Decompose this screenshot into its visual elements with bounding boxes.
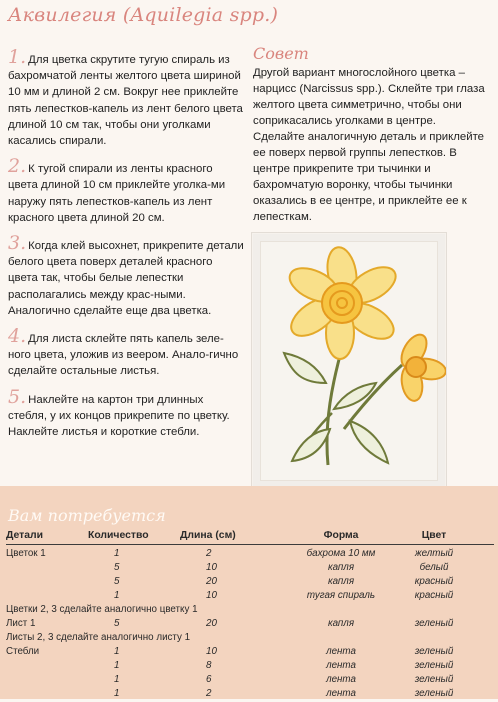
cell-shape: лента xyxy=(326,688,356,699)
advice-title: Совет xyxy=(253,44,309,63)
cell-color: красный xyxy=(414,576,454,587)
header-length: Длина (см) xyxy=(180,530,236,541)
header-color: Цвет xyxy=(421,530,447,541)
cell-quantity: 1 xyxy=(114,688,120,699)
cell-color: зеленый xyxy=(414,688,454,699)
table-row xyxy=(6,674,494,688)
advice-text: Другой вариант многослойного цветка – нарцисс (Narcissus spp.). Склейте три глаза желтого цвета симметрично, чтобы они соприкасались уголками в центре. Сделайте аналогичную деталь и приклейте ее поверх первой группы лепестков. В центре прикрепите три тычинки и бахромчатую воронку, чтобы тычинки оказались в ее центре, и приклейте ее к лепесткам. xyxy=(253,67,485,223)
step-2 xyxy=(8,155,244,226)
table-row xyxy=(6,632,494,646)
table-row xyxy=(6,562,494,576)
header-shape: Форма xyxy=(323,530,359,541)
cell-shape: лента xyxy=(326,646,356,657)
materials-panel xyxy=(0,486,498,699)
cell-length: 2 xyxy=(206,688,212,699)
step-text: Когда клей высохнет, прикрепите детали белого цвета поверх деталей красного цвета так, чтобы белые лепестки располагались между крас-ными. Аналогично сделайте еще два цветка. xyxy=(8,240,244,317)
cell-shape: лента xyxy=(326,674,356,685)
cell-part: Стебли xyxy=(6,646,40,657)
table-row xyxy=(6,618,494,632)
cell-quantity: 1 xyxy=(114,674,120,685)
cell-quantity: 1 xyxy=(114,590,120,601)
cell-color: зеленый xyxy=(414,674,454,685)
cell-quantity: 1 xyxy=(114,660,120,671)
cell-quantity: 5 xyxy=(114,618,120,629)
table-row xyxy=(6,660,494,674)
quilled-daffodil-illustration xyxy=(252,233,446,489)
step-number: 3. xyxy=(8,232,27,255)
cell-color: зеленый xyxy=(414,646,454,657)
cell-length: 6 xyxy=(206,674,212,685)
cell-length: 10 xyxy=(206,646,217,657)
step-number: 5. xyxy=(8,385,27,408)
step-text: Наклейте на картон три длинных стебля, у их концов прикрепите по цветку. Наклейте листья и короткие стебли. xyxy=(8,393,230,439)
cell-quantity: 1 xyxy=(114,646,120,657)
step-5 xyxy=(8,385,244,441)
cell-length: 10 xyxy=(206,590,217,601)
cell-length: 10 xyxy=(206,562,217,573)
step-number: 2. xyxy=(8,155,27,178)
table-row xyxy=(6,590,494,604)
table-row xyxy=(6,576,494,590)
step-4 xyxy=(8,325,244,380)
header-divider xyxy=(6,544,494,545)
table-row xyxy=(6,688,494,702)
table-header xyxy=(6,530,494,544)
cell-quantity: 5 xyxy=(114,576,120,587)
table-row xyxy=(6,646,494,660)
header-parts: Детали xyxy=(6,530,44,541)
cell-part: Цветок 1 xyxy=(6,548,46,559)
steps-list xyxy=(8,46,244,450)
step-text: Для цветка скрутите тугую спираль из бахромчатой ленты желтого цвета шириной 10 мм и длиной 2 см. Вокруг нее приклейте пять лепестков-капель из лент белого цвета длиной 10 см так, чтобы они уголками касались спирали. xyxy=(8,54,243,148)
cell-color: зеленый xyxy=(414,618,454,629)
cell-color: желтый xyxy=(414,548,454,559)
cell-part: Лист 1 xyxy=(6,618,36,629)
cell-quantity: 5 xyxy=(114,562,120,573)
cell-color: зеленый xyxy=(414,660,454,671)
cell-shape: бахрома 10 мм xyxy=(306,548,376,559)
table-row xyxy=(6,548,494,562)
step-1 xyxy=(8,46,244,149)
materials-table xyxy=(6,530,494,702)
materials-title: Вам потребуется xyxy=(8,506,166,525)
step-text: Для листа склейте пять капель зеле-ного цвета, уложив из веером. Анало-гично сделайте остальные листья. xyxy=(8,333,239,378)
cell-quantity: 1 xyxy=(114,548,120,559)
cell-shape: капля xyxy=(327,618,355,629)
cell-part: Цветки 2, 3 сделайте аналогично цветку 1 xyxy=(6,604,198,615)
cell-shape: капля xyxy=(327,576,355,587)
cell-part: Листы 2, 3 сделайте аналогично листу 1 xyxy=(6,632,191,643)
page-title: Аквилегия (Aquilegia spp.) xyxy=(8,4,279,26)
advice-box xyxy=(253,44,485,225)
step-text: К тугой спирали из ленты красного цвета длиной 10 см приклейте уголка-ми наружу пять лепестков-капель из лент красного цвета длиной 20 см. xyxy=(8,163,226,224)
cell-length: 20 xyxy=(206,618,217,629)
flower-photo xyxy=(251,232,447,490)
step-3 xyxy=(8,232,244,319)
cell-length: 2 xyxy=(206,548,212,559)
cell-length: 8 xyxy=(206,660,212,671)
cell-shape: лента xyxy=(326,660,356,671)
step-number: 1. xyxy=(8,46,27,68)
cell-color: белый xyxy=(419,562,449,573)
header-quantity: Количество xyxy=(88,530,149,541)
cell-shape: тугая спираль xyxy=(306,590,376,601)
table-row xyxy=(6,604,494,618)
cell-color: красный xyxy=(414,590,454,601)
step-number: 4. xyxy=(8,325,27,348)
cell-shape: капля xyxy=(327,562,355,573)
cell-length: 20 xyxy=(206,576,217,587)
